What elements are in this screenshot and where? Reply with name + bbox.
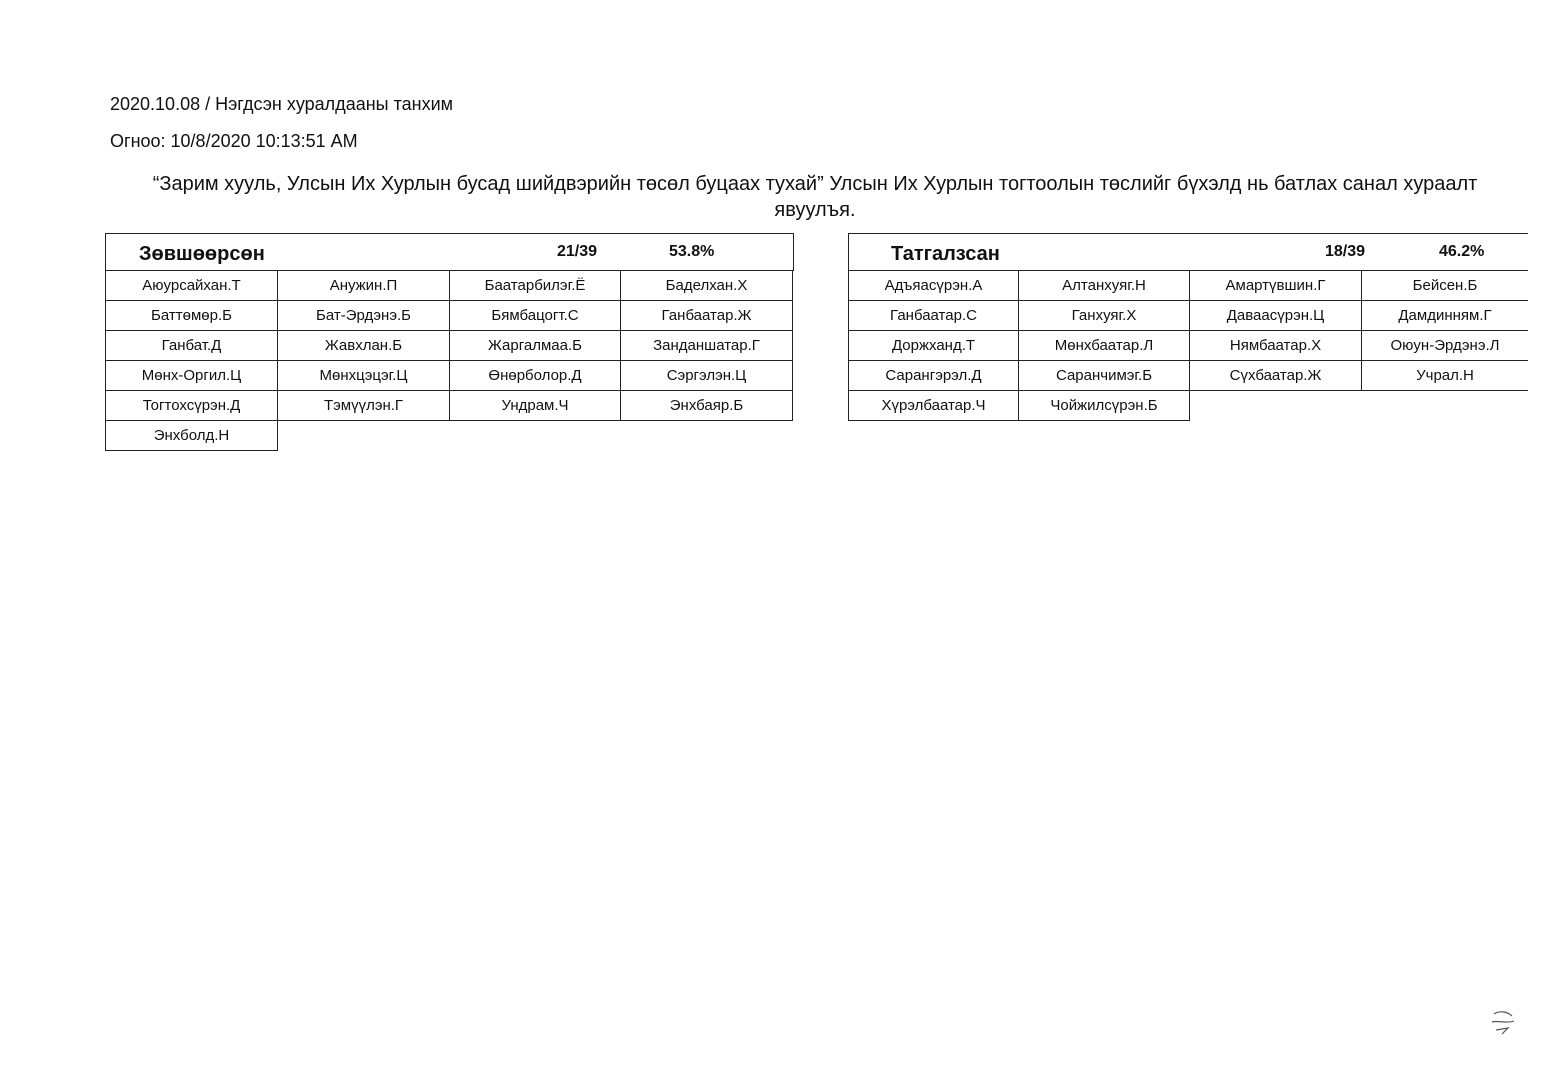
rejected-name-cell: Мөнхбаатар.Л [1019, 331, 1190, 361]
approved-name-cell: Тэмүүлэн.Г [278, 391, 450, 421]
approved-name-cell: Мөнх-Оргил.Ц [105, 361, 278, 391]
rejected-percent: 46.2% [1439, 243, 1485, 260]
approved-name-cell: Аюурсайхан.Т [105, 271, 278, 301]
rejected-name-cell: Дамдинням.Г [1362, 301, 1528, 331]
rejected-name-cell: Ганхуяг.Х [1019, 301, 1190, 331]
rejected-name-cell: Даваасүрэн.Ц [1190, 301, 1362, 331]
approved-name-cell: Жавхлан.Б [278, 331, 450, 361]
approved-name-grid [105, 271, 794, 451]
approved-name-cell: Жаргалмаа.Б [450, 331, 621, 361]
approved-block [105, 233, 794, 451]
rejected-block [848, 233, 1528, 421]
approved-name-cell: Мөнхцэцэг.Ц [278, 361, 450, 391]
approved-name-cell: Анужин.П [278, 271, 450, 301]
approved-name-cell: Бямбацогт.С [450, 301, 621, 331]
date-line: Огноо: 10/8/2020 10:13:51 AM [110, 131, 358, 151]
rejected-name-cell: Амартүвшин.Г [1190, 271, 1362, 301]
rejected-name-cell: Алтанхуяг.Н [1019, 271, 1190, 301]
rejected-name-cell: Чойжилсүрэн.Б [1019, 391, 1190, 421]
approved-name-cell: Өнөрболор.Д [450, 361, 621, 391]
approved-name-cell: Баттөмөр.Б [105, 301, 278, 331]
approved-percent: 53.8% [669, 243, 715, 260]
rejected-name-cell: Хүрэлбаатар.Ч [848, 391, 1019, 421]
rejected-name-cell: Сүхбаатар.Ж [1190, 361, 1362, 391]
approved-name-cell: Ундрам.Ч [450, 391, 621, 421]
rejected-name-cell: Ганбаатар.С [848, 301, 1019, 331]
rejected-name-cell: Оюун-Эрдэнэ.Л [1362, 331, 1528, 361]
rejected-count: 18/39 [1325, 243, 1366, 260]
rejected-name-cell: Саранчимэг.Б [1019, 361, 1190, 391]
approved-name-cell: Занданшатар.Г [621, 331, 793, 361]
rejected-label: Татгалзсан [891, 243, 1000, 265]
rejected-name-cell: Нямбаатар.Х [1190, 331, 1362, 361]
approved-name-cell: Ганбаатар.Ж [621, 301, 793, 331]
approved-count: 21/39 [557, 243, 598, 260]
approved-name-cell: Баделхан.Х [621, 271, 793, 301]
handwritten-mark-icon [1488, 1008, 1518, 1036]
rejected-name-cell: Сарангэрэл.Д [848, 361, 1019, 391]
approved-name-cell: Энхбаяр.Б [621, 391, 793, 421]
rejected-name-cell: Учрал.Н [1362, 361, 1528, 391]
approved-header [105, 233, 794, 271]
motion-title: “Зарим хууль, Улсын Их Хурлын бусад шийдвэрийн төсөл буцаах тухай” Улсын Их Хурлын тогтоолын төслийг бүхэлд нь батлах санал хураалт явуулъя. [152, 173, 1478, 221]
rejected-name-cell: Бейсен.Б [1362, 271, 1528, 301]
approved-label: Зөвшөөрсөн [139, 243, 265, 265]
rejected-name-cell: Адъяасүрэн.А [848, 271, 1019, 301]
rejected-header [848, 233, 1528, 271]
session-line: 2020.10.08 / Нэгдсэн хуралдааны танхим [110, 94, 454, 114]
rejected-name-cell: Доржханд.Т [848, 331, 1019, 361]
approved-name-cell: Энхболд.Н [105, 421, 278, 451]
approved-name-cell: Баатарбилэг.Ё [450, 271, 621, 301]
approved-name-cell: Тогтохсүрэн.Д [105, 391, 278, 421]
approved-name-cell: Ганбат.Д [105, 331, 278, 361]
approved-name-cell: Сэргэлэн.Ц [621, 361, 793, 391]
rejected-name-grid [848, 271, 1528, 421]
approved-name-cell: Бат-Эрдэнэ.Б [278, 301, 450, 331]
